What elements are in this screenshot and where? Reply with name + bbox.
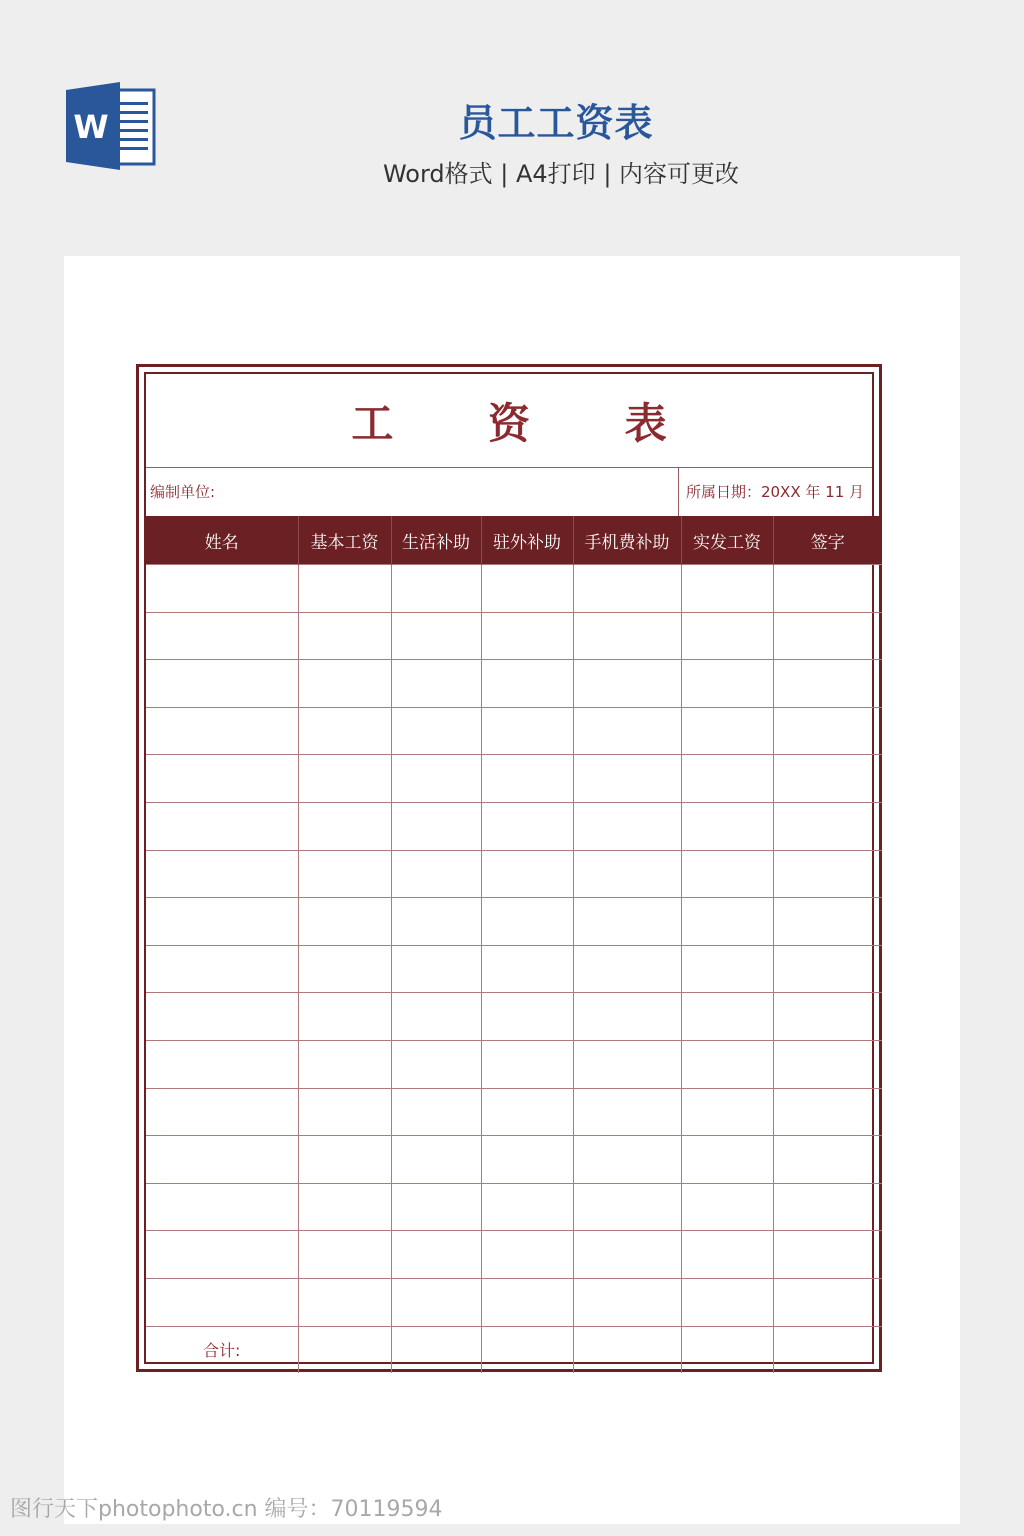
table-row: [146, 1040, 882, 1088]
table-cell[interactable]: [573, 802, 681, 850]
table-row: [146, 660, 882, 708]
table-cell[interactable]: [573, 898, 681, 946]
total-cell[interactable]: [481, 1326, 573, 1373]
table-cell[interactable]: [298, 1278, 391, 1326]
table-cell[interactable]: [481, 1278, 573, 1326]
meta-divider: [678, 468, 679, 516]
table-cell[interactable]: [298, 1231, 391, 1279]
table-cell[interactable]: [146, 565, 298, 613]
table-cell[interactable]: [481, 945, 573, 993]
table-cell[interactable]: [681, 1278, 773, 1326]
table-cell[interactable]: [146, 1136, 298, 1184]
table-cell[interactable]: [481, 802, 573, 850]
table-cell[interactable]: [298, 707, 391, 755]
table-cell[interactable]: [298, 1136, 391, 1184]
column-header: 生活补助: [391, 516, 481, 565]
column-header: 驻外补助: [481, 516, 573, 565]
table-cell[interactable]: [681, 1183, 773, 1231]
table-cell[interactable]: [773, 850, 882, 898]
column-header: 签字: [773, 516, 882, 565]
table-cell[interactable]: [481, 660, 573, 708]
table-cell[interactable]: [146, 850, 298, 898]
table-cell[interactable]: [391, 1040, 481, 1088]
table-cell[interactable]: [391, 755, 481, 803]
table-cell[interactable]: [481, 1136, 573, 1184]
table-cell[interactable]: [573, 945, 681, 993]
table-row: [146, 993, 882, 1041]
table-cell[interactable]: [681, 1040, 773, 1088]
table-cell[interactable]: [573, 755, 681, 803]
table-cell[interactable]: [146, 1231, 298, 1279]
table-frame-inner: [144, 372, 874, 1364]
table-cell[interactable]: [773, 802, 882, 850]
table-frame: [136, 364, 882, 1372]
table-row: [146, 755, 882, 803]
table-row: [146, 1231, 882, 1279]
table-cell[interactable]: [773, 1278, 882, 1326]
table-cell[interactable]: [481, 1088, 573, 1136]
table-cell[interactable]: [773, 945, 882, 993]
table-cell[interactable]: [391, 1136, 481, 1184]
table-cell[interactable]: [391, 1278, 481, 1326]
table-cell[interactable]: [391, 565, 481, 613]
table-cell[interactable]: [773, 1040, 882, 1088]
table-cell[interactable]: [681, 945, 773, 993]
table-row: [146, 565, 882, 613]
table-cell[interactable]: [391, 612, 481, 660]
table-cell[interactable]: [146, 707, 298, 755]
table-cell[interactable]: [573, 1088, 681, 1136]
table-cell[interactable]: [681, 660, 773, 708]
table-header-row: [146, 516, 882, 565]
table-cell[interactable]: [481, 612, 573, 660]
table-row: [146, 945, 882, 993]
column-header: 实发工资: [681, 516, 773, 565]
watermark: 图行天下photophoto.cn 编号：70119594: [10, 1497, 443, 1522]
sheet-title: 工 资 表: [146, 374, 872, 468]
total-cell[interactable]: [773, 1326, 882, 1373]
table-body: [146, 565, 882, 1374]
meta-row: [146, 468, 872, 517]
table-row: [146, 707, 882, 755]
table-cell[interactable]: [773, 1231, 882, 1279]
column-header: 基本工资: [298, 516, 391, 565]
column-header: 姓名: [146, 516, 298, 565]
table-cell[interactable]: [298, 945, 391, 993]
table-cell[interactable]: [146, 898, 298, 946]
column-header: 手机费补助: [573, 516, 681, 565]
table-cell[interactable]: [481, 850, 573, 898]
table-cell[interactable]: [391, 660, 481, 708]
table-cell[interactable]: [391, 850, 481, 898]
table-cell[interactable]: [391, 898, 481, 946]
table-cell[interactable]: [573, 1040, 681, 1088]
table-cell[interactable]: [298, 565, 391, 613]
table-cell[interactable]: [481, 1040, 573, 1088]
table-cell[interactable]: [681, 1231, 773, 1279]
table-cell[interactable]: [298, 802, 391, 850]
table-cell[interactable]: [146, 1088, 298, 1136]
table-cell[interactable]: [573, 1136, 681, 1184]
table-row: [146, 1136, 882, 1184]
table-row: [146, 850, 882, 898]
table-cell[interactable]: [146, 1278, 298, 1326]
unit-label: 编制单位:: [150, 483, 216, 501]
table-cell[interactable]: [146, 660, 298, 708]
table-cell[interactable]: [391, 993, 481, 1041]
table-cell[interactable]: [773, 1183, 882, 1231]
table-cell[interactable]: [573, 660, 681, 708]
table-cell[interactable]: [391, 945, 481, 993]
banner-subtitle: Word格式 | A4打印 | 内容可更改: [382, 160, 740, 188]
table-cell[interactable]: [773, 612, 882, 660]
total-label: 合计:: [146, 1326, 298, 1373]
table-cell[interactable]: [681, 802, 773, 850]
table-row: [146, 1183, 882, 1231]
table-cell[interactable]: [573, 993, 681, 1041]
table-cell[interactable]: [773, 707, 882, 755]
table-row: [146, 1278, 882, 1326]
total-row: [146, 1326, 882, 1373]
table-cell[interactable]: [773, 565, 882, 613]
table-cell[interactable]: [573, 565, 681, 613]
table-cell[interactable]: [681, 755, 773, 803]
table-cell[interactable]: [146, 612, 298, 660]
table-cell[interactable]: [481, 707, 573, 755]
table-cell[interactable]: [573, 850, 681, 898]
table-cell[interactable]: [391, 1183, 481, 1231]
table-cell[interactable]: [681, 707, 773, 755]
table-cell[interactable]: [773, 755, 882, 803]
table-cell[interactable]: [391, 802, 481, 850]
total-cell[interactable]: [298, 1326, 391, 1373]
table-cell[interactable]: [298, 660, 391, 708]
table-cell[interactable]: [298, 993, 391, 1041]
table-cell[interactable]: [573, 1183, 681, 1231]
table-cell[interactable]: [573, 1231, 681, 1279]
table-cell[interactable]: [681, 1136, 773, 1184]
table-cell[interactable]: [573, 707, 681, 755]
table-cell[interactable]: [391, 707, 481, 755]
table-cell[interactable]: [146, 945, 298, 993]
table-cell[interactable]: [146, 1040, 298, 1088]
table-cell[interactable]: [773, 993, 882, 1041]
table-cell[interactable]: [681, 850, 773, 898]
document-page: [64, 256, 960, 1524]
table-cell[interactable]: [481, 565, 573, 613]
table-cell[interactable]: [681, 898, 773, 946]
table-cell[interactable]: [298, 1040, 391, 1088]
table-row: [146, 612, 882, 660]
total-cell[interactable]: [573, 1326, 681, 1373]
salary-table: [146, 516, 882, 1373]
total-cell[interactable]: [391, 1326, 481, 1373]
table-cell[interactable]: [573, 612, 681, 660]
table-cell[interactable]: [298, 1183, 391, 1231]
table-cell[interactable]: [298, 1088, 391, 1136]
table-cell[interactable]: [481, 1231, 573, 1279]
table-cell[interactable]: [681, 565, 773, 613]
table-cell[interactable]: [681, 612, 773, 660]
table-cell[interactable]: [773, 898, 882, 946]
table-cell[interactable]: [146, 802, 298, 850]
table-cell[interactable]: [391, 1088, 481, 1136]
table-cell[interactable]: [146, 993, 298, 1041]
table-cell[interactable]: [573, 1278, 681, 1326]
date-label: 所属日期：20XX 年 11 月: [685, 483, 864, 501]
total-cell[interactable]: [681, 1326, 773, 1373]
word-icon-letter: W: [73, 108, 109, 146]
table-cell[interactable]: [773, 660, 882, 708]
banner-title: 员工工资表: [458, 101, 654, 145]
table-cell[interactable]: [481, 755, 573, 803]
table-cell[interactable]: [146, 1183, 298, 1231]
table-cell[interactable]: [298, 898, 391, 946]
table-cell[interactable]: [481, 1183, 573, 1231]
table-cell[interactable]: [773, 1088, 882, 1136]
table-cell[interactable]: [681, 1088, 773, 1136]
table-cell[interactable]: [391, 1231, 481, 1279]
table-cell[interactable]: [146, 755, 298, 803]
table-cell[interactable]: [481, 898, 573, 946]
table-cell[interactable]: [298, 850, 391, 898]
table-row: [146, 1088, 882, 1136]
table-cell[interactable]: [481, 993, 573, 1041]
table-cell[interactable]: [298, 612, 391, 660]
table-cell[interactable]: [681, 993, 773, 1041]
table-row: [146, 802, 882, 850]
table-cell[interactable]: [773, 1136, 882, 1184]
table-row: [146, 898, 882, 946]
table-cell[interactable]: [298, 755, 391, 803]
